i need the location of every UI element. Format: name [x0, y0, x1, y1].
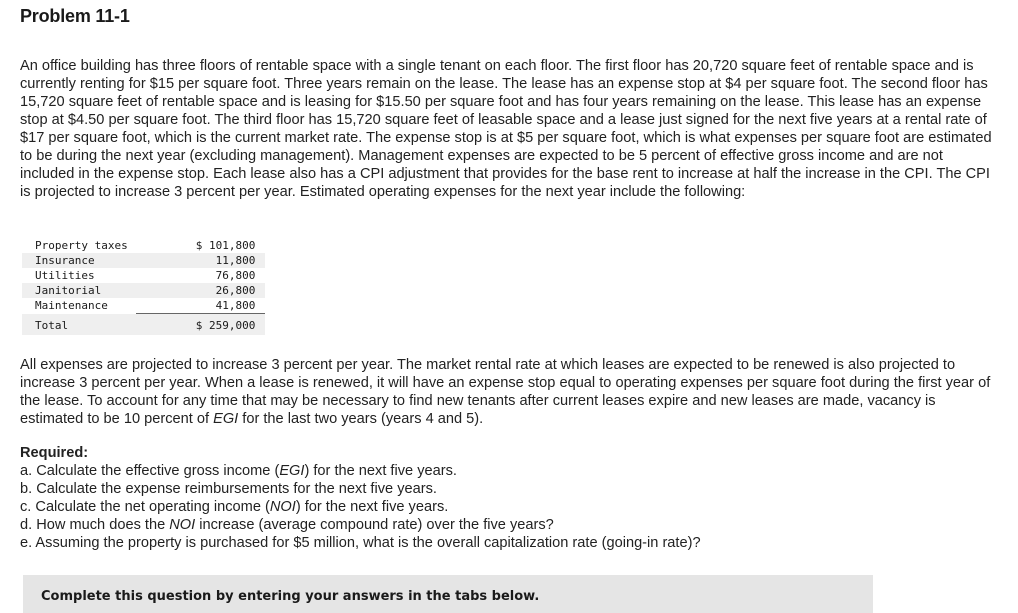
required-heading: Required: — [20, 445, 89, 461]
required-section — [20, 444, 1000, 552]
required-item-d: d. How much does the NOI increase (average compound rate) over the five years? — [20, 517, 554, 533]
expense-label: Property taxes — [35, 239, 128, 252]
egi-term: EGI — [213, 411, 239, 427]
expense-label: Insurance — [22, 253, 136, 268]
expense-row — [22, 268, 265, 283]
required-item-a: a. Calculate the effective gross income (EGI) for the next five years. — [20, 463, 457, 479]
operating-expenses-table — [22, 238, 265, 335]
expense-value: 11,800 — [136, 253, 266, 268]
expense-label: Maintenance — [35, 299, 108, 313]
expense-total-value: $ 259,000 — [136, 314, 266, 336]
instructions-banner — [23, 575, 873, 613]
expense-value: $ 101,800 — [195, 239, 256, 252]
instructions-text: Complete this question by entering your answers in the tabs below. — [41, 589, 540, 604]
expense-label: Utilities — [35, 269, 95, 282]
assumptions-paragraph: All expenses are projected to increase 3 percent per year. The market rental rate at which leases are expected to be renewed is also projected to increase 3 percent per year. When a lease is renewed, it will have an expense stop equal to operating expenses per square foot during the first year of the lease. To account for any time that may be necessary to find new tenants after current leases expire and new leases are made, vacancy is estimated to be 10 percent of EGI for the last two years (years 4 and 5). — [20, 357, 991, 427]
expense-value: 26,800 — [136, 283, 266, 298]
problem-description: An office building has three floors of rentable space with a single tenant on each floor. The first floor has 20,720 square feet of rentable space and is currently renting for $15 per square foot. Three years remain on the lease. The lease has an expense stop at $4 per square foot. The second floor has 15,720 square feet of rentable space and is leasing for $15.50 per square foot and has four years remaining on the lease. This lease has an expense stop at $4.50 per square foot. The third floor has 15,720 square feet of leasable space and a lease just signed for the next five years at a rental rate of $17 per square foot, which is the current market rate. The expense stop is at $5 per square foot, which is what expenses per square foot are estimated to be during the next year (excluding management). Management expenses are expected to be 5 percent of effective gross income and are not included in the expense stop. Each lease also has a CPI adjustment that provides for the base rent to increase at half the increase in the CPI. The CPI is projected to increase 3 percent per year. Estimated operating expenses for the next year include the following: — [20, 58, 992, 200]
problem-title: Problem 11-1 — [20, 6, 130, 26]
expense-row — [22, 298, 265, 314]
required-item-e: e. Assuming the property is purchased for $5 million, what is the overall capitalization rate (going-in rate)? — [20, 535, 701, 551]
expense-label: Janitorial — [22, 283, 136, 298]
required-item-c: c. Calculate the net operating income (NOI) for the next five years. — [20, 499, 449, 515]
expense-total-label: Total — [22, 314, 136, 336]
expense-value: 41,800 — [136, 298, 266, 314]
expense-total-row — [22, 314, 265, 336]
expense-row — [22, 283, 265, 298]
expense-value: 76,800 — [215, 269, 256, 282]
expense-row — [22, 253, 265, 268]
expense-row — [22, 238, 265, 253]
required-item-b: b. Calculate the expense reimbursements for the next five years. — [20, 481, 437, 497]
